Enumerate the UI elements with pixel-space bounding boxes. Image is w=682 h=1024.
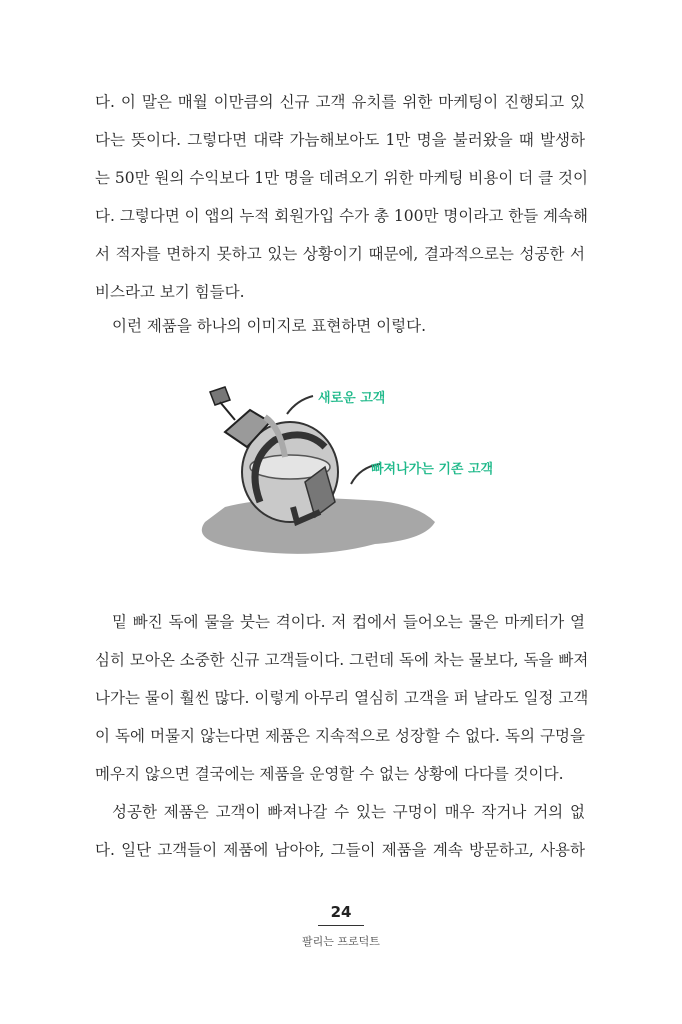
text-line: 는 50만 원의 수익보다 1만 명을 데려오기 위한 마케팅 비용이 더 클 것이 xyxy=(95,169,588,187)
text-line: 다. 이 말은 매월 이만큼의 신규 고객 유치를 위한 마케팅이 진행되고 있 xyxy=(95,93,585,111)
text-line: 밑 빠진 독에 물을 붓는 격이다. 저 컵에서 들어오는 물은 마케터가 열 xyxy=(112,613,585,631)
page-number: 24 xyxy=(330,903,352,921)
book-title: 팔리는 프로덕트 xyxy=(302,935,380,948)
text-line: 서 적자를 면하지 못하고 있는 상황이기 때문에, 결과적으로는 성공한 서 xyxy=(95,245,585,263)
text-line: 나가는 물이 훨씬 많다. 이렇게 아무리 열심히 고객을 퍼 날라도 일정 고객 xyxy=(95,689,589,707)
text-line: 비스라고 보기 힘들다. xyxy=(95,283,245,301)
new-customers-label: 새로운 고객 xyxy=(318,391,386,406)
text-line: 메우지 않으면 결국에는 제품을 운영할 수 없는 상황에 다다를 것이다. xyxy=(95,765,564,783)
leaving-customers-label: 빠져나가는 기존 고객 xyxy=(371,462,494,477)
text-line: 다. 일단 고객들이 제품에 남아야, 그들이 제품을 계속 방문하고, 사용하 xyxy=(95,841,585,859)
text-line: 성공한 제품은 고객이 빠져나갈 수 있는 구멍이 매우 작거나 거의 없 xyxy=(112,803,585,821)
text-line: 이 독에 머물지 않는다면 제품은 지속적으로 성장할 수 없다. 독의 구멍을 xyxy=(95,727,585,745)
text-line: 심히 모아온 소중한 신규 고객들이다. 그런데 독에 차는 물보다, 독을 빠져 xyxy=(95,651,589,669)
footer-divider xyxy=(318,925,364,926)
text-line: 다는 뜻이다. 그렇다면 대략 가늠해보아도 1만 명을 불러왔을 때 발생하 xyxy=(95,131,585,149)
leaky-jar-illustration xyxy=(185,372,500,562)
text-line: 다. 그렇다면 이 앱의 누적 회원가입 수가 총 100만 명이라고 한들 계속해 xyxy=(95,207,588,225)
paragraph-2: 이런 제품을 하나의 이미지로 표현하면 이렇다. xyxy=(112,317,427,335)
